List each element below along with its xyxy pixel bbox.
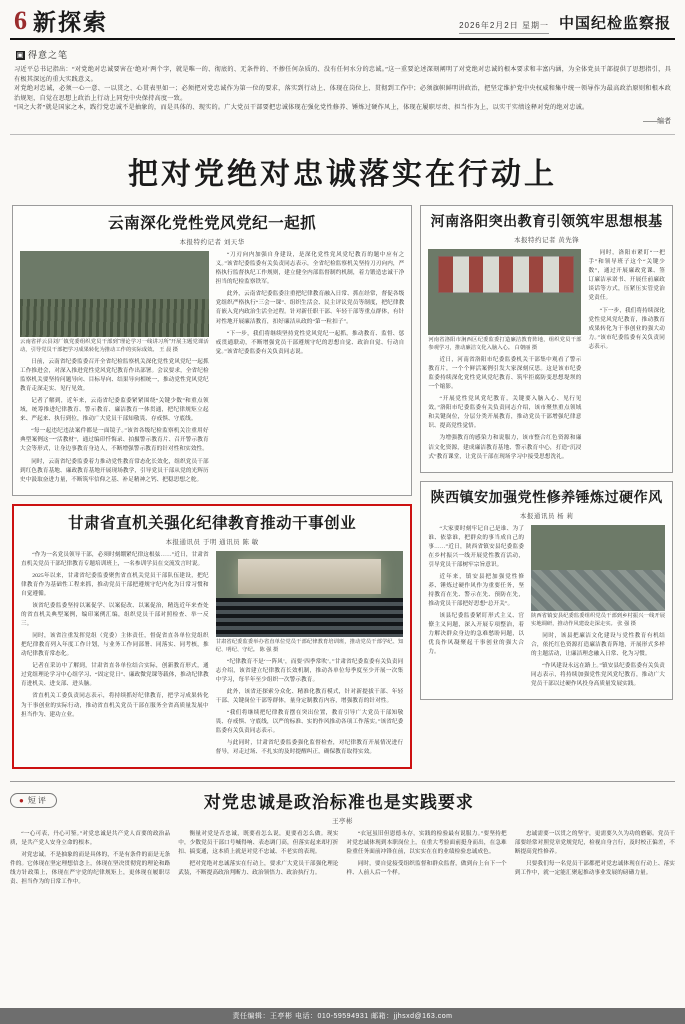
commentary-paragraph: 只要我们每一名党员干部都把对党忠诚体现在行动上、落实到工作中，就一定能汇聚起推动事业发展的磅礴力量。 xyxy=(514,861,675,877)
article-col xyxy=(428,249,581,464)
article-col xyxy=(531,525,665,692)
photo-image xyxy=(531,525,665,611)
article-paragraph: “下一步，我们将持续深化党性党风党纪教育，推动教育成果转化为干事创业的强大动力。”该市纪委监委有关负责同志表示。 xyxy=(588,307,665,350)
editorial-paragraph: 对党绝对忠诚，必须一心一意、一以贯之、心贯表里如一；必须把对党忠诚作为第一位的要求，落实到行动上、体现在岗位上、贯彻到工作中；必须旗帜鲜明讲政治，把坚定维护党中央权威和集中统一领导作为最高政治原则和根本政治规矩，自觉在思想上政治上行动上同党中央保持高度一致。 xyxy=(14,85,671,102)
masthead-right xyxy=(459,12,671,34)
commentary-block xyxy=(10,781,675,890)
commentary-col xyxy=(347,830,507,890)
badge-dot-icon: ● xyxy=(19,796,26,806)
article-paragraph: 该县纪委监委紧盯形式主义、官僚主义问题，深入开展专项整治，着力解决群众身边的急难愁盼问题，以优良作风凝聚起干事创业的强大合力。 xyxy=(428,613,525,656)
commentary-paragraph: 同时，要自觉接受组织监督和群众监督，做到台上台下一个样、人前人后一个样。 xyxy=(346,861,507,877)
article-gansu xyxy=(12,504,412,769)
article-title: 云南深化党性党风党纪一起抓 xyxy=(108,215,317,233)
article-paragraph: 省直机关工委负责同志表示，将持续抓好纪律教育，把学习成果转化为干事创业的实际行动，推动省直机关党员干部在服务全省高质量发展中担当作为、建功立业。 xyxy=(21,693,209,718)
content-columns xyxy=(10,205,675,777)
section-title: 新探索 xyxy=(33,10,108,35)
article-paragraph: 记者在采访中了解到，甘肃省直各单位结合实际，创新教育形式，通过党组理论学习中心组学习、“固定党日”、廉政微党课等载体，推动纪律教育进机关、进支部、进头脑。 xyxy=(21,663,209,688)
article-paragraph: 为增强教育的感染力和说服力，该市整合红色资源和廉洁文化资源，建成廉洁教育基地、警示教育中心，打造“沉浸式”教育课堂，让党员干部在现场学习中接受思想洗礼。 xyxy=(428,435,582,460)
paper-name: 中国纪检监察报 xyxy=(558,16,671,32)
article-col xyxy=(21,551,209,760)
commentary-paragraph: “衣冠虽旧但恩德永存，实践的检验最有说服力。”要坚持把对党忠诚体现到本职岗位上，在重大考验面前挺身而出，在急难险重任务面前冲锋在前，以实实在在的业绩检验忠诚成色。 xyxy=(346,831,507,856)
article-paragraph: 同时，该县把廉洁文化建设与党性教育有机结合，依托红色资源打造廉洁教育阵地，开展形式多样的主题活动，让廉洁理念融入日常、化为习惯。 xyxy=(531,632,665,657)
photo-image xyxy=(20,251,209,337)
article-paragraph: 同时，该省注重发挥党组（党委）主体责任，督促省直各单位党组织把纪律教育列入年度工作计划，与业务工作同部署、同落实、同考核，推动纪律教育常态化。 xyxy=(21,633,209,658)
editorial-tag xyxy=(14,47,72,62)
commentary-col xyxy=(10,830,170,890)
article-paragraph: “大家要时刻牢记自己是谁、为了谁、依靠谁，把群众的事当成自己的事……”近日，陕西省镇安县纪委监委在乡村振兴一线开展党性教育活动，引导党员干部树牢宗旨意识。 xyxy=(428,525,525,568)
article-paragraph: “每一起违纪违法案件都是一面镜子。”该省各级纪检监察机关注重用好典型案例这一“活教材”，通过编印忏悔录、拍摄警示教育片、召开警示教育大会等形式，让身边事教育身边人，不断增强警示教育的针对性和实效性。 xyxy=(20,428,209,453)
photo-caption: 河南省洛阳市涧西区纪委监委打造廉洁教育阵地，组织党员干部参观学习，推动廉洁文化入脑入心。 白朝丽 摄 xyxy=(428,337,582,352)
article-zhenan xyxy=(420,481,673,700)
article-col xyxy=(428,525,524,692)
masthead xyxy=(10,0,675,40)
commentary-byline: 王亭彬 xyxy=(332,818,353,826)
article-paragraph: “作风建设永远在路上。”镇安县纪委监委有关负责同志表示，将持续加强党性党风党纪教育，推动广大党员干部以过硬作风投身高质量发展实践。 xyxy=(531,662,665,687)
article-paragraph: 该省纪委监委坚持以案促学、以案促改、以案促治，精选近年来查处的省直机关典型案例，编印案例汇编，组织党员干部对照检查、举一反三。 xyxy=(21,603,209,628)
article-paragraph: 记者了解到，近年来，云南省纪委监委紧紧围绕“关键少数”和重点领域，统筹推进纪律教育、警示教育、廉洁教育一体贯通，把纪律规矩立起来、严起来、执行到位，推动广大党员干部知敬畏、存戒惧、守底线。 xyxy=(20,398,209,423)
article-photo xyxy=(428,249,581,353)
article-col xyxy=(588,249,665,464)
page-number: 6 xyxy=(14,6,27,35)
article-paragraph: 近日，河南省洛阳市纪委监委机关干部集中观看了警示教育片，一个个鲜活案例引发大家深刻反思。这是该市纪委监委持续深化党性党风党纪教育、筑牢拒腐防变思想堤坝的一个缩影。 xyxy=(428,357,582,391)
article-byline: 本报特约记者 刘天华 xyxy=(179,239,245,247)
article-byline: 本报通讯员 于明 通讯员 陈 敏 xyxy=(165,538,259,546)
article-title: 甘肃省直机关强化纪律教育推动干事创业 xyxy=(68,514,357,532)
article-title: 陕西镇安加强党性修养锤炼过硬作风 xyxy=(430,490,663,506)
article-title: 河南洛阳突出教育引领筑牢思想根基 xyxy=(430,215,663,231)
article-paragraph: “刀刃向内加强自身建设，是深化党性党风党纪教育的题中应有之义。”该省纪委监委有关负责同志表示，全省纪检监察机关坚持刀刃向内，严格执行监督执纪工作规则，建立健全内部监督制约机制，着力锻造忠诚干净担当的纪检监察铁军。 xyxy=(215,252,405,286)
article-col xyxy=(216,551,404,760)
editorial-paragraph: 习近平总书记指出：“对党绝对忠诚要害在‘绝对’两个字，就是唯一的、彻底的、无条件的、不掺任何杂质的、没有任何水分的忠诚。”这一重要论述深刻阐明了对党绝对忠诚的根本要求和丰富内涵，为全体党员干部提供了思想指引，具有极其深远的重大实践意义。 xyxy=(14,66,671,83)
commentary-col xyxy=(178,830,338,890)
editorial-block xyxy=(10,40,675,135)
article-paragraph: 此外，云南省纪委监委注重把纪律教育融入日常、抓在经常，督促各级党组织严格执行“三会一课”、组织生活会、民主评议党员等制度，把纪律教育嵌入党内政治生活全过程。针对新任职干部、年轻干部等重点群体，有针对性地开展廉洁教育，扣好廉洁从政的“第一粒扣子”。 xyxy=(215,291,405,325)
article-paragraph: “下一步，我们将继续坚持党性党风党纪一起抓，推动教育、监督、惩戒贯通联动，不断增强党员干部遵规守纪的思想自觉、政治自觉、行动自觉。”该省纪委监委有关负责同志说。 xyxy=(215,330,405,355)
article-luoyang xyxy=(420,205,673,473)
article-col xyxy=(216,251,405,487)
commentary-paragraph: 把对党绝对忠诚落实在行动上，要求广大党员干部强化理论武装，不断提高政治判断力、政治领悟力、政治执行力。 xyxy=(178,861,339,877)
photo-image xyxy=(428,249,581,335)
article-paragraph: “我们将继续把纪律教育摆在突出位置，教育引导广大党员干部知敬畏、存戒惧、守底线，以严的标准、实的作风推动各项工作落实。”该省纪委监委有关负责同志表示。 xyxy=(215,709,404,735)
main-headline: 把对党绝对忠诚落实在行动上 xyxy=(128,158,557,192)
article-paragraph: 2025年以来，甘肃省纪委监委聚焦省直机关党员干部队伍建设，把纪律教育作为基础性工程来抓，推动党员干部把遵规守纪内化为日常习惯和自觉遵循。 xyxy=(21,572,209,597)
article-byline: 本报特约记者 黄先锋 xyxy=(514,237,580,245)
photo-caption: 云南省祥云县刘厂镇党委组织党员干部到“理论学习一线讲习所”开展主题党课活动，引导党员干部把学习成果转化为推动工作的实际成效。 王 晨 摄 xyxy=(20,339,209,354)
commentary-badge-label: 短评 xyxy=(27,796,48,806)
article-paragraph: “作为一名党员领导干部，必须时刻绷紧纪律这根弦……”近日，甘肃省直机关党员干部纪律教育专题培训班上，一名参训学员在交流发言时说。 xyxy=(21,551,209,567)
tag-mark-icon: ▣ xyxy=(16,52,25,60)
page-footer: 责任编辑：王亭彬 电话：010-59594931 邮箱：jjhsxd@163.com xyxy=(0,1008,685,1024)
photo-caption: 甘肃省纪委监委举办省直单位党员干部纪律教育培训班，推动党员干部学纪、知纪、明纪、守纪。 陈 强 摄 xyxy=(215,638,404,653)
article-paragraph: 近年来，镇安县把加强党性修养、锤炼过硬作风作为重要任务，坚持教育在先、警示在先、预防在先，推动党员干部把好思想“总开关”。 xyxy=(428,574,525,608)
commentary-paragraph: 衡量对党是否忠诚，既要看怎么说，更要看怎么做。现实中，少数党员干部口号喊得响、表态调门高，但落实起来却打折扣、搞变通，这本质上就是对党不忠诚、不老实的表现。 xyxy=(178,831,339,856)
article-paragraph: 此外，该省还探索分众化、精准化教育模式，针对新提拔干部、年轻干部、关键岗位干部等群体，量身定制教育内容，增强教育的针对性。 xyxy=(215,688,404,704)
article-paragraph: “纪律教育不是‘一阵风’，而要‘四季常吹’。”甘肃省纪委监委有关负责同志介绍，该省建立纪律教育长效机制，推动各单位每季度至少开展一次集中学习，每半年至少组织一次警示教育。 xyxy=(215,658,404,683)
article-byline: 本报通讯员 杨 莉 xyxy=(519,512,574,520)
article-col xyxy=(20,251,209,487)
article-photo xyxy=(531,525,665,629)
article-paragraph: 日前，云南省纪委监委召开全省纪检监察机关深化党性党风党纪一起抓工作推进会，对深入推进党性党风党纪教育作出部署。会议要求，全省纪检监察机关要坚持问题导向、目标导向、结果导向相统一，推动党性党风党纪教育走深走实、见行见效。 xyxy=(20,359,209,393)
commentary-header xyxy=(10,788,675,813)
photo-image xyxy=(216,551,404,637)
article-yunnan xyxy=(12,205,412,496)
article-photo xyxy=(20,251,209,355)
article-paragraph: “开展党性党风党纪教育，关键要入脑入心、见行见效。”洛阳市纪委监委有关负责同志介绍，该市聚焦重点领域和关键岗位，分层分类开展教育，推动党员干部增强纪律意识、提高党性觉悟。 xyxy=(428,396,582,430)
commentary-paragraph: 忠诚需要一以贯之的坚守，更需要久久为功的磨砺。党员干部要经常对照党章党规党纪，检视自身言行，及时校正偏差，不断提高党性修养。 xyxy=(514,831,675,856)
article-paragraph: 与此同时，甘肃省纪委监委强化监督检查，对纪律教育开展情况进行督导，对走过场、不扎实的及时提醒纠正，确保教育取得实效。 xyxy=(215,740,404,756)
commentary-paragraph: “一心可表，丹心可鉴。”对党忠诚是共产党人首要的政治品质，是共产党人安身立命的根本。 xyxy=(10,831,171,847)
article-paragraph: 同时，云南省纪委监委着力推动党性教育常态化长效化，组织党员干部到红色教育基地、廉政教育基地开展现场教学，引导党员干部从党的光辉历史中汲取奋进力量，不断筑牢信仰之基、补足精神之钙、把稳思想之舵。 xyxy=(20,458,209,483)
issue-date: 2026年2月2日 星期一 xyxy=(459,20,549,34)
commentary-badge xyxy=(10,793,57,808)
editorial-tag-label: 得意之笔 xyxy=(28,50,69,60)
commentary-paragraph: 对党忠诚，不是抽象的而是具体的，不是有条件的而是无条件的。它体现在坚定理想信念上，体现在坚决贯彻党的理论和路线方针政策上，体现在严守党的纪律规矩上，更体现在履职尽责、担当作为的日常工作中。 xyxy=(10,852,171,886)
commentary-col xyxy=(515,830,675,890)
photo-caption: 陕西省镇安县纪委监委组织党员干部到乡村振兴一线开展实地调研，推动作风建设走深走实。 张 强 摄 xyxy=(531,612,665,627)
editorial-signature: ——编者 xyxy=(643,118,671,126)
left-column xyxy=(12,205,412,777)
article-paragraph: 同时，洛阳市紧盯“一把手”和领导班子这个“关键少数”，通过开展廉政党课、签订廉洁承诺书、开展任前廉政谈话等方式，压紧压实管党治党责任。 xyxy=(588,250,665,302)
editorial-paragraph: “国之大者”就是国家之本，践行党忠诚不是抽象的，而是具体的、现实的。广大党员干部要把忠诚体现在强化党性修养、锤炼过硬作风上，体现在履职尽责、担当作为上，以实干实绩诠释对党的绝对忠诚。 xyxy=(14,104,589,112)
article-photo xyxy=(216,551,404,655)
right-column xyxy=(420,205,673,777)
commentary-title: 对党忠诚是政治标准也是实践要求 xyxy=(203,793,474,813)
